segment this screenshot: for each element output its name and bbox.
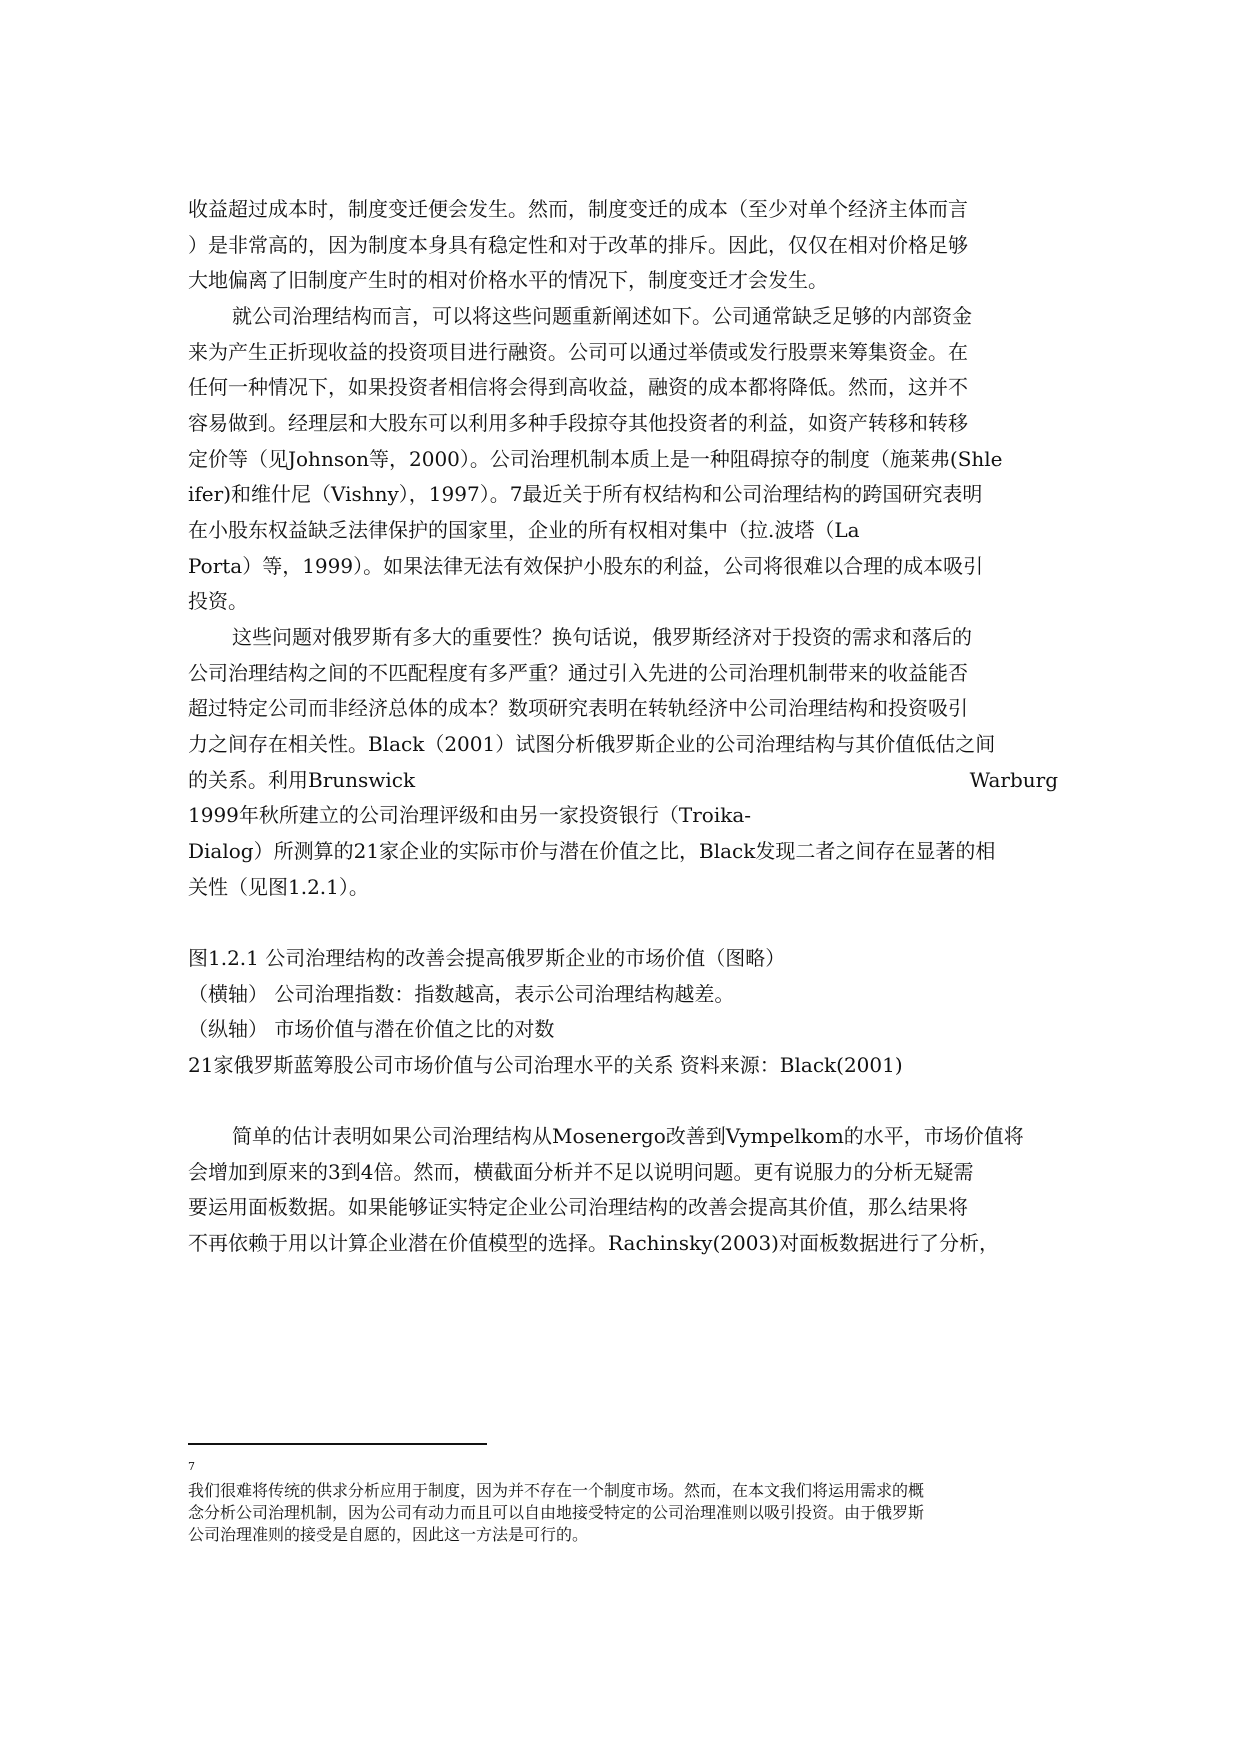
body-text-line: 大地偏离了旧制度产生时的相对价格水平的情况下，制度变迁才会发生。 (188, 268, 828, 292)
body-text-line: 超过特定公司而非经济总体的成本？数项研究表明在转轨经济中公司治理结构和投资吸引 (188, 696, 968, 720)
justified-text-right: Warburg (969, 768, 1058, 792)
figure-source-note: 21家俄罗斯蓝筹股公司市场价值与公司治理水平的关系 资料来源：Black(2001) (188, 1053, 903, 1077)
body-text-line: 收益超过成本时，制度变迁便会发生。然而，制度变迁的成本（至少对单个经济主体而言 (188, 197, 968, 221)
paragraph-first-line: 简单的估计表明如果公司治理结构从Mosenergo改善到Vympelkom的水平，市场价值将 (232, 1124, 1024, 1148)
body-text-line: 公司治理结构之间的不匹配程度有多严重？通过引入先进的公司治理机制带来的收益能否 (188, 661, 968, 685)
body-text-line: 在小股东权益缺乏法律保护的国家里，企业的所有权相对集中（拉.波塔（La (188, 518, 860, 542)
body-text-line: Porta）等，1999）。如果法律无法有效保护小股东的利益，公司将很难以合理的成本吸引 (188, 554, 984, 578)
body-text-line: 力之间存在相关性。Black（2001）试图分析俄罗斯企业的公司治理结构与其价值低估之间 (188, 732, 996, 756)
body-text-line: 1999年秋所建立的公司治理评级和由另一家投资银行（Troika- (188, 803, 752, 827)
figure-x-axis-note: （横轴） 公司治理指数：指数越高，表示公司治理结构越差。 (188, 982, 735, 1006)
body-text-line: 定价等（见Johnson等，2000）。公司治理机制本质上是一种阻碍掠夺的制度（施莱弗(Shle (188, 447, 1003, 471)
body-text-line: ）是非常高的，因为制度本身具有稳定性和对于改革的排斥。因此，仅仅在相对价格足够 (188, 233, 968, 257)
body-text-line: 容易做到。经理层和大股东可以利用多种手段掠夺其他投资者的利益，如资产转移和转移 (188, 411, 968, 435)
body-text-line: Dialog）所测算的21家企业的实际市价与潜在价值之比，Black发现二者之间存在显著的相 (188, 839, 996, 863)
figure-caption: 图1.2.1 公司治理结构的改善会提高俄罗斯企业的市场价值（图略） (188, 946, 786, 970)
footnote-separator (188, 1443, 487, 1445)
body-text-line: 来为产生正折现收益的投资项目进行融资。公司可以通过举债或发行股票来筹集资金。在 (188, 340, 968, 364)
body-text-line: ifer)和维什尼（Vishny），1997）。7最近关于所有权结构和公司治理结构的跨国研究表明 (188, 482, 983, 506)
body-text-line: 会增加到原来的3到4倍。然而，横截面分析并不足以说明问题。更有说服力的分析无疑需 (188, 1160, 974, 1184)
body-text-line: 关性（见图1.2.1）。 (188, 875, 369, 899)
paragraph-first-line: 这些问题对俄罗斯有多大的重要性？换句话说，俄罗斯经济对于投资的需求和落后的 (232, 625, 972, 649)
paragraph-first-line: 就公司治理结构而言，可以将这些问题重新阐述如下。公司通常缺乏足够的内部资金 (232, 304, 972, 328)
body-text-line: 要运用面板数据。如果能够证实特定企业公司治理结构的改善会提高其价值，那么结果将 (188, 1195, 968, 1219)
body-text-line: 任何一种情况下，如果投资者相信将会得到高收益，融资的成本都将降低。然而，这并不 (188, 375, 968, 399)
figure-y-axis-note: （纵轴） 市场价值与潜在价值之比的对数 (188, 1017, 555, 1041)
justified-text-left: 的关系。利用Brunswick (188, 768, 416, 792)
footnote-text-line: 我们很难将传统的供求分析应用于制度，因为并不存在一个制度市场。然而，在本文我们将运用需求的概 (188, 1481, 925, 1500)
body-text-line: 投资。 (188, 589, 248, 613)
body-text-line: 不再依赖于用以计算企业潜在价值模型的选择。Rachinsky(2003)对面板数据进行了分析， (188, 1231, 999, 1255)
footnote-text-line: 公司治理准则的接受是自愿的，因此这一方法是可行的。 (188, 1525, 589, 1544)
justified-text-line (188, 768, 1058, 792)
footnote-marker: 7 (188, 1460, 195, 1473)
footnote-text-line: 念分析公司治理机制，因为公司有动力而且可以自由地接受特定的公司治理准则以吸引投资。由于俄罗斯 (188, 1503, 925, 1522)
